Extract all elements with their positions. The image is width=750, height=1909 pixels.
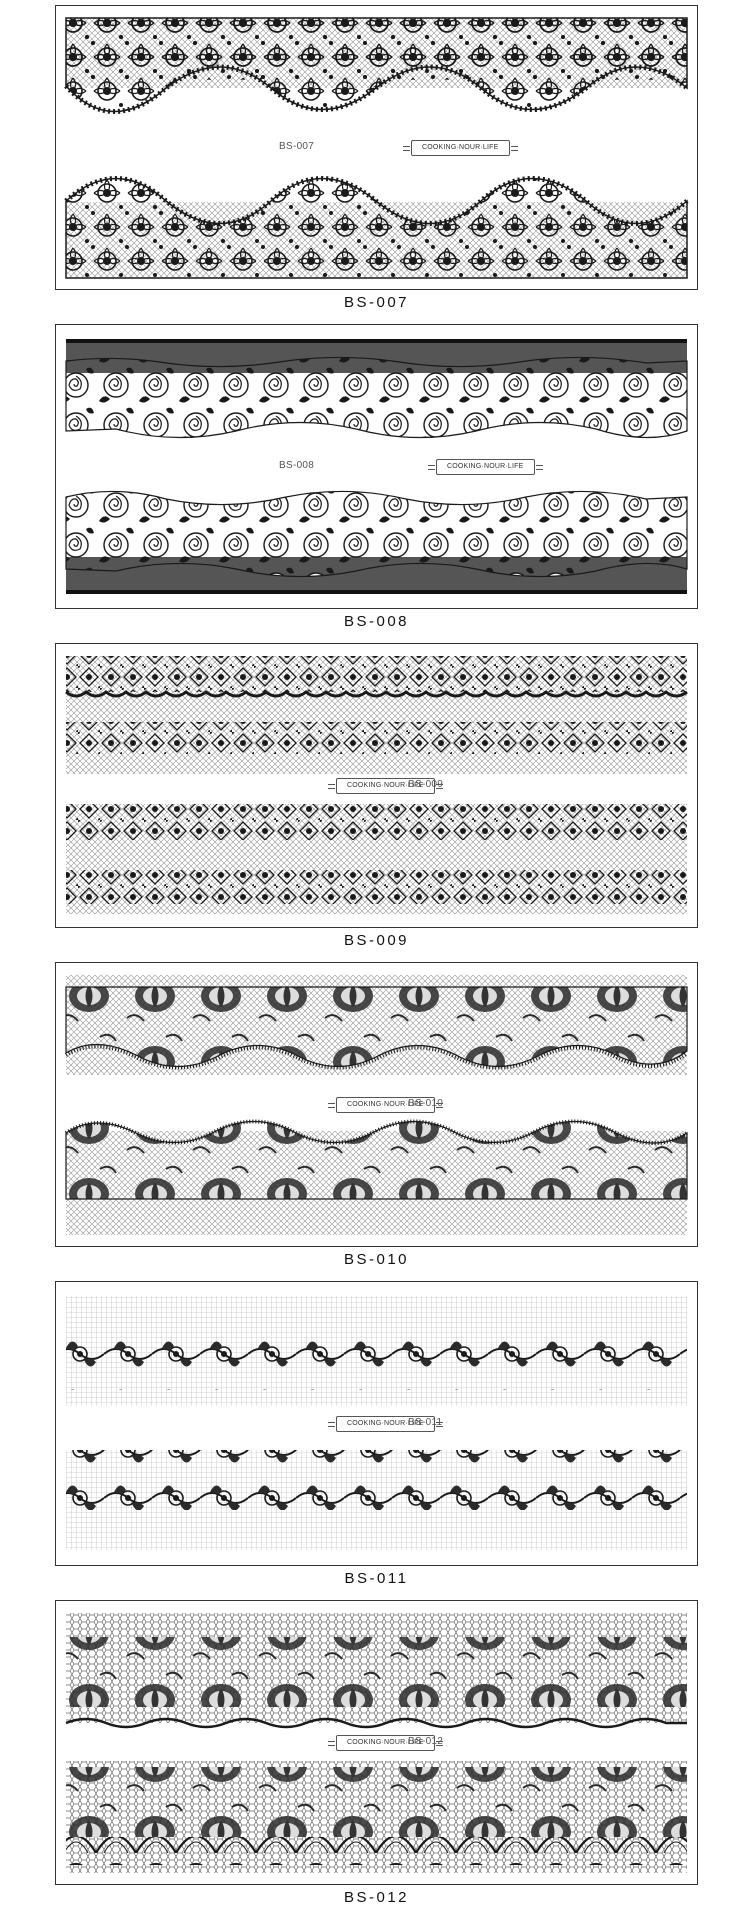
lace-sticker-illustration	[56, 325, 697, 608]
sheet-code-label: BS-012	[408, 1736, 444, 1747]
brand-logo: COOKING·NOUR·LIFE	[411, 140, 510, 156]
product-image-frame	[55, 1600, 698, 1885]
sheet-code-label: BS-009	[408, 779, 444, 790]
product-caption: BS-008	[343, 613, 410, 630]
product-caption: BS-010	[343, 1251, 410, 1268]
sheet-code-label: BS-010	[408, 1098, 444, 1109]
product-caption: BS-011	[344, 1570, 409, 1587]
brand-logo: COOKING·NOUR·LIFE	[336, 1735, 435, 1751]
product-image-frame	[55, 962, 698, 1247]
sheet-code-label: BS-007	[279, 141, 315, 152]
product-image-frame	[55, 5, 698, 290]
product-caption: BS-012	[343, 1889, 410, 1906]
product-image-frame	[55, 643, 698, 928]
product-image-frame	[55, 324, 698, 609]
brand-logo: COOKING·NOUR·LIFE	[336, 1416, 435, 1432]
product-caption: BS-009	[343, 932, 410, 949]
product-image-frame	[55, 1281, 698, 1566]
sheet-code-label: BS-008	[279, 460, 315, 471]
brand-logo: COOKING·NOUR·LIFE	[436, 459, 535, 475]
lace-sticker-illustration	[56, 6, 697, 289]
product-caption: BS-007	[343, 294, 410, 311]
brand-logo: COOKING·NOUR·LIFE	[336, 778, 435, 794]
brand-logo: COOKING·NOUR·LIFE	[336, 1097, 435, 1113]
sheet-code-label: BS-011	[408, 1417, 443, 1428]
